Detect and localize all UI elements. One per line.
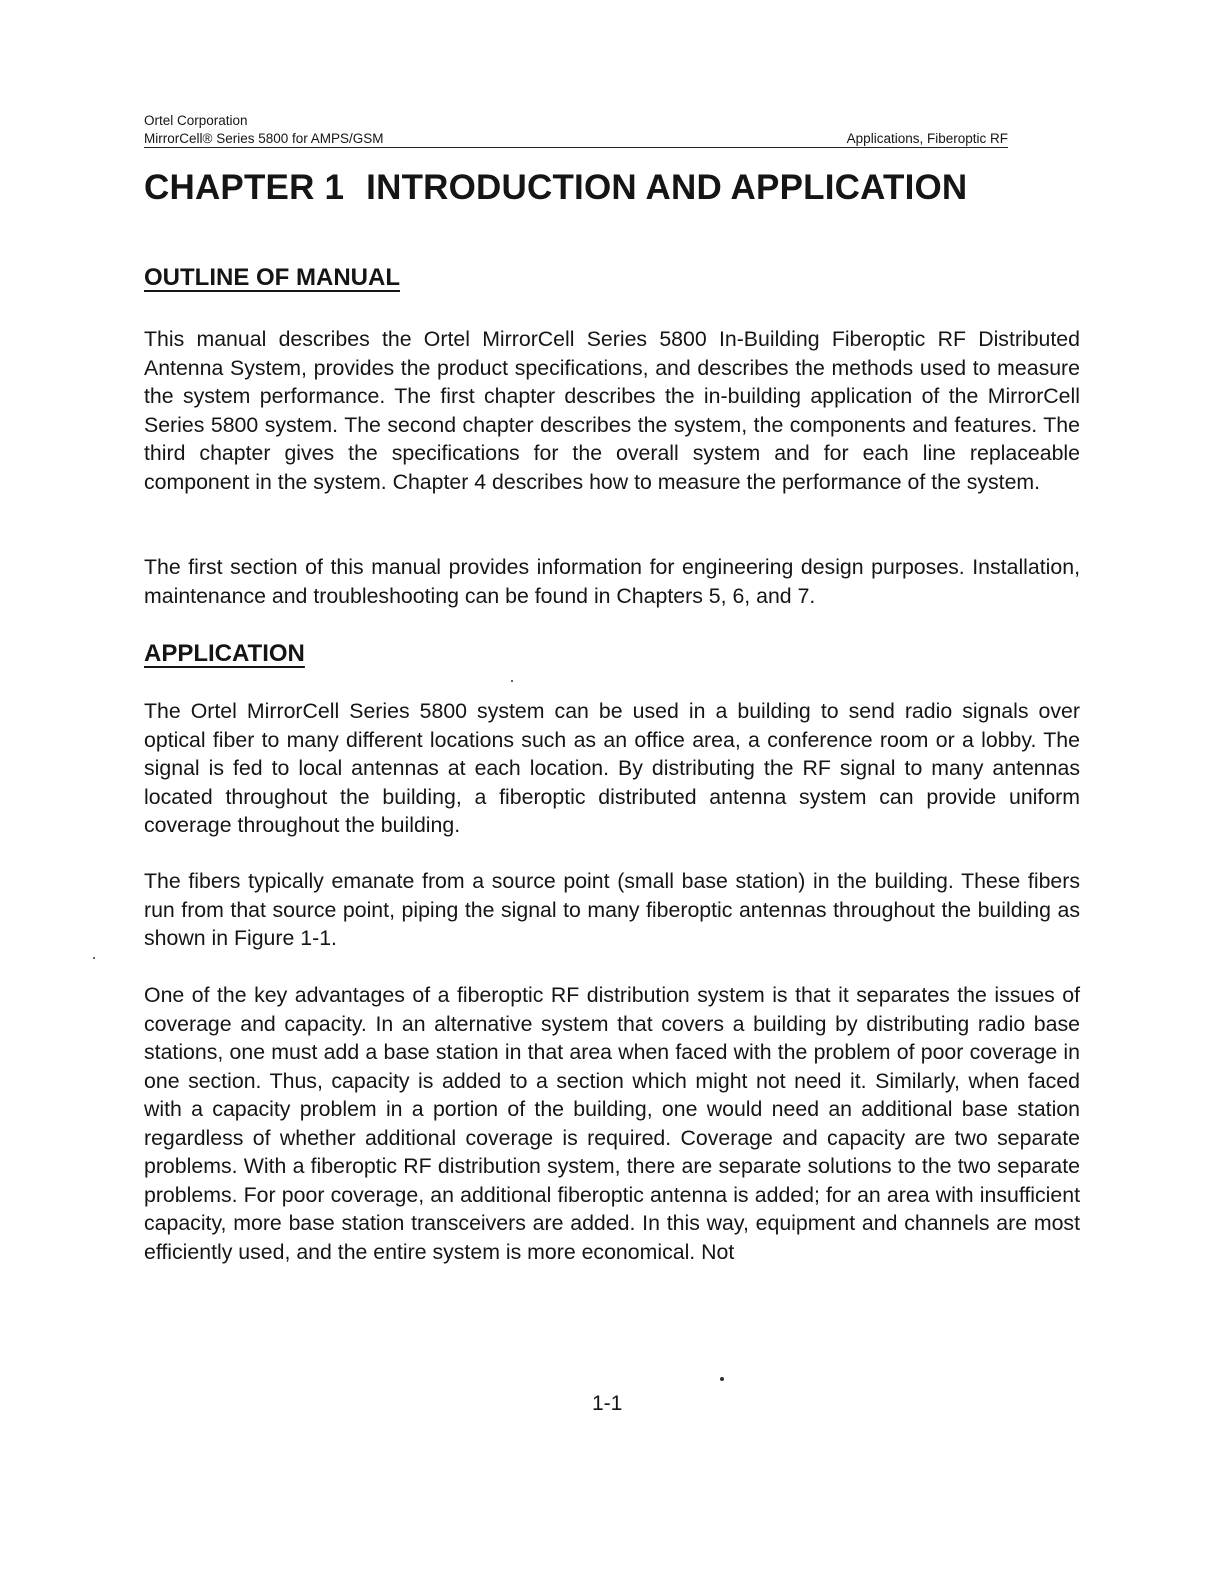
scan-speck	[511, 680, 513, 682]
paragraph-application-2: The fibers typically emanate from a source point (small base station) in the building. These fibers run from that source point, piping the signal to many fiberoptic antennas throughout the building as shown in Figure 1-1.	[144, 869, 1080, 950]
section-heading-application: APPLICATION	[144, 640, 305, 667]
header-company: Ortel Corporation	[144, 113, 248, 128]
chapter-number: CHAPTER 1	[144, 168, 345, 207]
running-header	[144, 112, 1008, 150]
paragraph-outline-2: The first section of this manual provides information for engineering design purposes. Installation, maintenance and troubleshooting can be found in Chapters 5, 6, and 7.	[144, 555, 1080, 608]
section-heading-outline: OUTLINE OF MANUAL	[144, 264, 400, 291]
paragraph-outline-1: This manual describes the Ortel MirrorCell Series 5800 In-Building Fiberoptic RF Distributed Antenna System, provides the product specifications, and describes the methods used to measure the system performance. The first chapter describes the in-building application of the MirrorCell Series 5800 system. The second chapter describes the system, the components and features. The third chapter gives the specifications for the overall system and for each line replaceable component in the system. Chapter 4 describes how to measure the performance of the system.	[144, 327, 1080, 494]
scan-speck	[93, 957, 95, 959]
paragraph-application-1: The Ortel MirrorCell Series 5800 system can be used in a building to send radio signals over optical fiber to many different locations such as an office area, a conference room or a lobby. The signal is fed to local antennas at each location. By distributing the RF signal to many antennas located throughout the building, a fiberoptic distributed antenna system can provide uniform coverage throughout the building.	[144, 699, 1080, 837]
paragraph-application-3: One of the key advantages of a fiberoptic RF distribution system is that it separates the issues of coverage and capacity. In an alternative system that covers a building by distributing radio base stations, one must add a base station in that area when faced with the problem of poor coverage in one section. Thus, capacity is added to a section which might not need it. Similarly, when faced with a capacity problem in a portion of the building, one would need an additional base station regardless of whether additional coverage is required. Coverage and capacity are two separate problems. With a fiberoptic RF distribution system, there are separate solutions to the two separate problems. For poor coverage, an additional fiberoptic antenna is added; for an area with insufficient capacity, more base station transceivers are added. In this way, equipment and channels are most efficiently used, and the entire system is more economical. Not	[144, 983, 1080, 1264]
chapter-name: INTRODUCTION AND APPLICATION	[366, 168, 968, 207]
header-rule	[144, 147, 1008, 148]
scan-speck	[720, 1377, 724, 1381]
page-number: 1-1	[592, 1392, 623, 1415]
header-section: Applications, Fiberoptic RF	[846, 131, 1008, 146]
chapter-title	[144, 166, 967, 210]
header-product: MirrorCell® Series 5800 for AMPS/GSM	[144, 131, 384, 146]
